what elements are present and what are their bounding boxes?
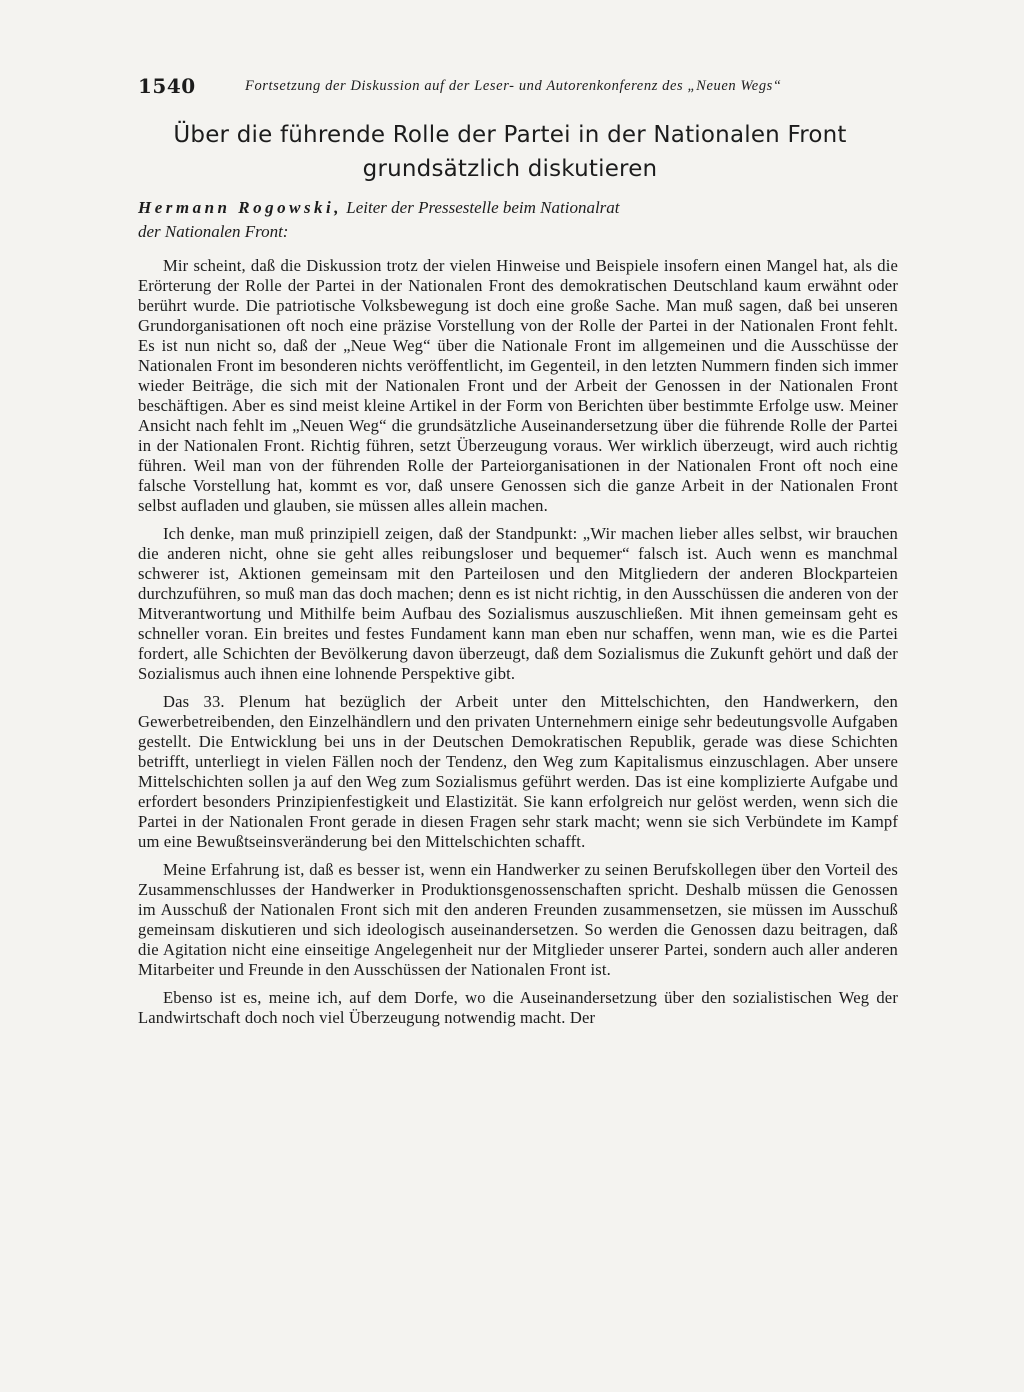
paragraph-5: Ebenso ist es, meine ich, auf dem Dorfe, wo die Auseinandersetzung über den sozialistischen Weg der Landwirtschaft doch noch viel Überzeugung notwendig macht. Der	[138, 988, 898, 1027]
author-role: Leiter der Pressestelle beim Nationalrat	[342, 198, 620, 217]
title-line-1: Über die führende Rolle der Partei in der Nationalen Front	[173, 122, 847, 148]
title-line-2: grundsätzlich diskutieren	[362, 156, 658, 182]
author-name: Hermann Rogowski,	[138, 198, 343, 217]
paragraph-3: Das 33. Plenum hat bezüglich der Arbeit unter den Mittelschichten, den Handwerkern, den Gewerbetreibenden, den Einzelhändlern und den privaten Unternehmern einige sehr bedeutungsvolle Aufgaben gestellt. Die Entwicklung bei uns in der Deutschen Demokratischen Republik, gerade was diese Schichten betrifft, unterliegt in vielen Fällen noch der Tendenz, den Weg zum Kapitalismus einzuschlagen. Aber unsere Mittelschichten sollen ja auf den Weg zum Sozialismus geführt werden. Das ist eine komplizierte Aufgabe und erfordert besonders Prinzipienfestigkeit und Elastizität. Sie kann erfolgreich nur gelöst werden, wenn sich die Partei in der Nationalen Front gerade in diesen Fragen sehr stark macht; wenn sie sich Verbündete im Kampf um eine Bewußtseinsveränderung bei den Mittelschichten schafft.	[138, 692, 898, 851]
page-number: 1540	[138, 74, 196, 98]
page-header	[138, 74, 898, 102]
byline-line-2: der Nationalen Front:	[138, 222, 289, 241]
byline	[138, 196, 898, 244]
byline-line-1	[138, 196, 898, 220]
article-body	[138, 256, 898, 1036]
running-head: Fortsetzung der Diskussion auf der Leser- und Autorenkonferenz des „Neuen Wegs“	[245, 78, 782, 94]
article-title	[130, 118, 890, 186]
paragraph-2: Ich denke, man muß prinzipiell zeigen, daß der Standpunkt: „Wir machen lieber alles selbst, wir brauchen die anderen nicht, ohne sie geht alles reibungsloser und bequemer“ falsch ist. Auch wenn es manchmal schwerer ist, Aktionen gemeinsam mit den Parteilosen und den Mitgliedern der anderen Blockparteien durchzuführen, so muß man das doch machen; denn es ist nicht richtig, in den Ausschüssen die anderen von der Mitverantwortung und Mithilfe beim Aufbau des Sozialismus auszuschließen. Mit ihnen gemeinsam geht es schneller voran. Ein breites und festes Fundament kann man eben nur schaffen, wenn man, wie es die Partei fordert, alle Schichten der Bevölkerung davon überzeugt, daß dem Sozialismus die Zukunft gehört und daß der Sozialismus auch ihnen eine lohnende Perspektive gibt.	[138, 524, 898, 683]
paragraph-4: Meine Erfahrung ist, daß es besser ist, wenn ein Handwerker zu seinen Berufskollegen über den Vorteil des Zusammenschlusses der Handwerker in Produktionsgenossenschaften spricht. Deshalb müssen die Genossen im Ausschuß der Nationalen Front sich mit den anderen Freunden zusammensetzen, sie müssen im Ausschuß gemeinsam diskutieren und sich ideologisch auseinandersetzen. So werden die Genossen dazu beitragen, daß die Agitation nicht eine einseitige Angelegenheit nur der Mitglieder unserer Partei, sondern auch aller anderen Mitarbeiter und Freunde in den Ausschüssen der Nationalen Front ist.	[138, 860, 898, 979]
paragraph-1: Mir scheint, daß die Diskussion trotz der vielen Hinweise und Beispiele insofern einen Mangel hat, als die Erörterung der Rolle der Partei in der Nationalen Front des demokratischen Deutschland kaum erwähnt oder berührt wurde. Die patriotische Volksbewegung ist doch eine große Sache. Man muß sagen, daß bei unseren Grundorganisationen oft noch eine präzise Vorstellung von der Rolle der Partei in der Nationalen Front fehlt. Es ist nun nicht so, daß der „Neue Weg“ über die Nationale Front im allgemeinen und die Ausschüsse der Nationalen Front im besonderen nichts veröffentlicht, im Gegenteil, in den letzten Nummern finden sich immer wieder Beiträge, die sich mit der Nationalen Front und der Arbeit der Genossen in der Nationalen Front beschäftigen. Aber es sind meist kleine Artikel in der Form von Berichten über bestimmte Erfolge usw. Meiner Ansicht nach fehlt im „Neuen Weg“ die grundsätzliche Auseinandersetzung über die führende Rolle der Partei in der Nationalen Front. Richtig führen, setzt Überzeugung voraus. Wer wirklich überzeugt, wird auch richtig führen. Weil man von der führenden Rolle der Parteiorganisationen in der Nationalen Front oft noch eine falsche Vorstellung hat, kommt es vor, daß unsere Genossen sich die ganze Arbeit in der Nationalen Front selbst aufladen und glauben, sie müssen alles allein machen.	[138, 256, 898, 515]
